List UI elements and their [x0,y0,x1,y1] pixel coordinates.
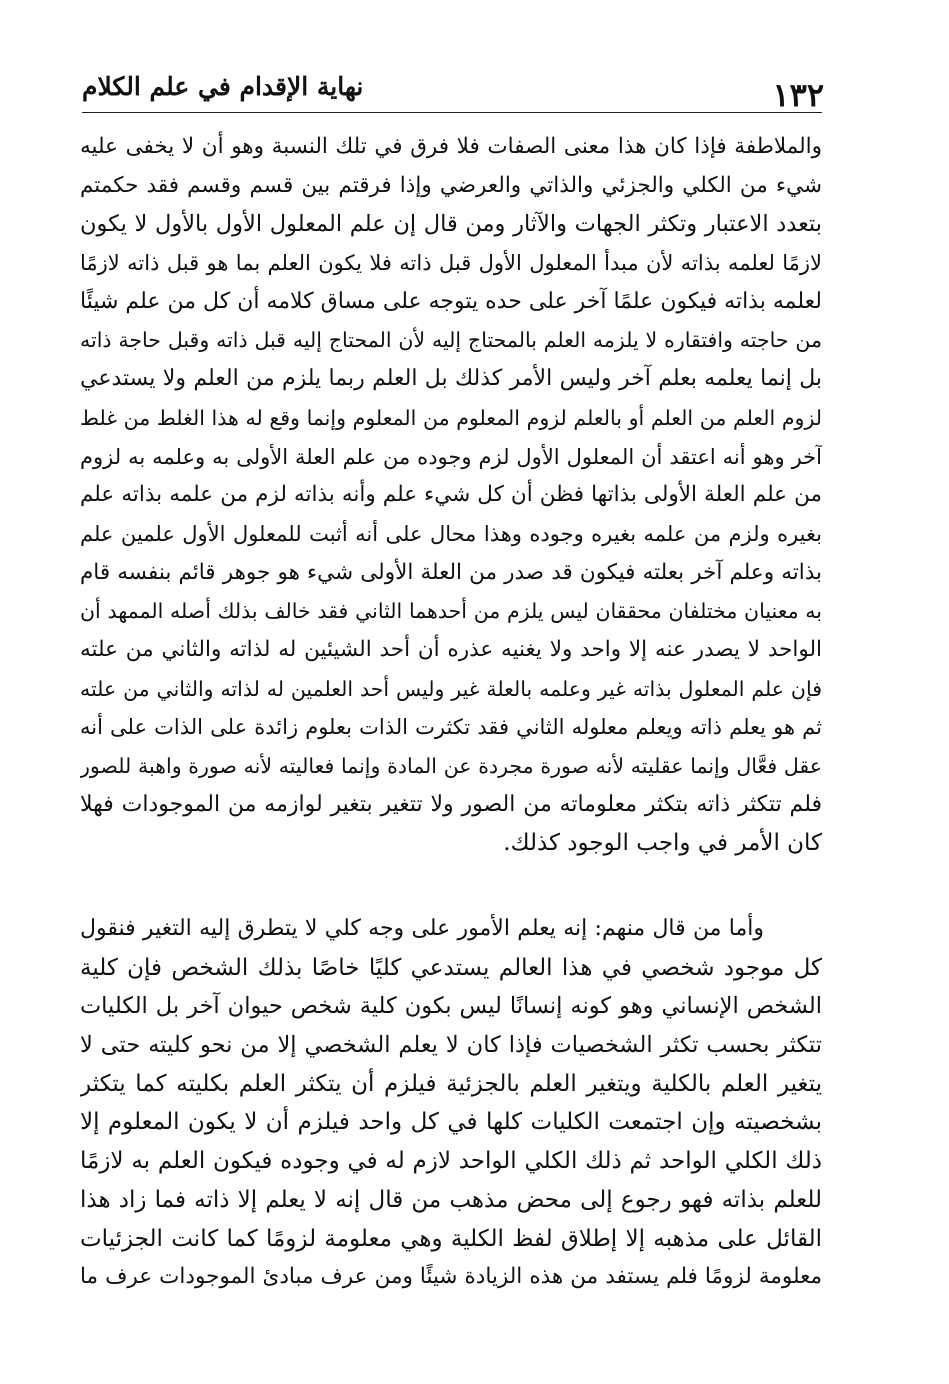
text-line: لزوم العلم من العلم أو بالعلم لزوم المعلوم من المعلوم وإنما وقع له هذا الغلط من غلط [80,405,822,430]
text-line: من علم العلة الأولى بذاتها فظن أن كل شيء علم وأنه بذاته لزم من علمه بذاته علم [80,482,822,508]
text-line: بل إنما يعلمه بعلم آخر وليس الأمر كذلك بل العلم ربما يلزم من العلم ولا يستدعي [80,366,822,392]
text-line: شيء من الكلي والجزئي والذاتي والعرضي وإذا فرقتم بين قسم وقسم فقد حكمتم [80,172,822,198]
running-title: نهاية الإقدام في علم الكلام [82,72,364,101]
text-line: عقل فعَّال وإنما عقليته لأنه صورة مجردة عن المادة وإنما فعاليته لأنه صورة واهبة للصور [80,754,822,778]
text-line: فإن علم المعلول بذاته غير وعلمه بالعلة غير وليس أحد العلمين له لذاته والثاني من علته [80,676,822,701]
text-line: القائل على مذهبه إلا إطلاق لفظ الكلية وهي معلومة لزومًا كما كانت الجزئيات [80,1225,822,1252]
text-line: الواحد لا يصدر عنه إلا واحد ولا يغنيه عذره أن أحد الشيئين له لذاته والثاني من علته [80,636,822,662]
text-line: فلم تتكثر ذاته بتكثر معلوماته من الصور ولا تتغير بتغير لوازمه من الموجودات فهلا [80,791,822,817]
text-line: كل موجود شخصي في هذا العالم يستدعي كليًا خاصًا بذلك الشخص فإن كلية [80,954,822,981]
text-line: والملاطفة فإذا كان هذا معنى الصفات فلا فرق في تلك النسبة وهو أن لا يخفى عليه [80,134,822,159]
text-line: به معنيان مختلفان محققان ليس يلزم من أحدهما الثاني فقد خالف بذلك أصله الممهد أن [80,599,822,624]
text-line: للعلم بذاته فهو رجوع إلى محض مذهب من قال إنه لا يعلم إلا ذاته فما زاد هذا [80,1186,822,1213]
text-line: الشخص الإنساني وهو كونه إنسانًا ليس بكون كلية شخص حيوان آخر بل الكليات [80,993,822,1020]
text-line: لعلمه بذاته فيكون علمًا آخر على حده يتوجه على مساق كلامه أن كل من علم شيئًا [80,288,822,314]
text-line: بشخصيته وإن اجتمعت الكليات كلها في كل واحد فيلزم أن لا يكون المعلوم إلا [80,1109,822,1136]
page-number: ١٣٢ [772,76,824,114]
paragraph [80,910,822,1297]
text-line: آخر وهو أنه اعتقد أن المعلول الأول لزم وجوده من علم العلة الأولى به وعلمه به لزوم [80,444,822,469]
text-line: وأما من قال منهم: إنه يعلم الأمور على وجه كلي لا يتطرق إليه التغير فنقول [80,916,764,941]
header-rule [82,112,822,113]
text-line: لازمًا لعلمه بذاته لأن مبدأ المعلول الأول قبل ذاته فلا يكون العلم بما هو قبل ذاته لازمًا [80,251,822,276]
text-line: كان الأمر في واجب الوجود كذلك. [503,830,822,857]
text-line: بذاته وعلم آخر بعلته فيكون قد صدر من العلة الأولى شيء هو جوهر قائم بنفسه قام [80,559,822,585]
text-line: ثم هو يعلم ذاته ويعلم معلوله الثاني فقد تكثرت الذات بعلوم زائدة على الذات على أنه [80,715,822,740]
paragraph [80,128,822,863]
page-header [82,68,824,112]
text-line: يتغير العلم بالكلية ويتغير العلم بالجزئية فيلزم أن يتكثر العلم بكليته كما يتكثر [80,1070,822,1097]
text-line: من حاجته وافتقاره لا يلزمه العلم بالمحتاج إليه لأن المحتاج إليه قبل ذاته وقبل حاجة ذاته [80,328,822,353]
text-line: معلومة لزومًا فلم يستفد من هذه الزيادة شيئًا ومن عرف مبادئ الموجودات عرف ما [80,1264,822,1290]
text-line: بغيره ولزم من علمه بغيره وجوده وهذا محال على أنه أثبت للمعلول الأول علمين علم [80,521,822,546]
text-line: تتكثر بحسب تكثر الشخصيات فإذا كان لا يعلم الشخصي إلا من نحو كليته حتى لا [80,1032,822,1059]
text-line: ذلك الكلي الواحد ثم ذلك الكلي الواحد لازم له في وجوده فيكون العلم به لازمًا [80,1148,822,1175]
text-line: بتعدد الاعتبار وتكثر الجهات والآثار ومن قال إن علم المعلول الأول بالأول لا يكون [80,211,822,238]
